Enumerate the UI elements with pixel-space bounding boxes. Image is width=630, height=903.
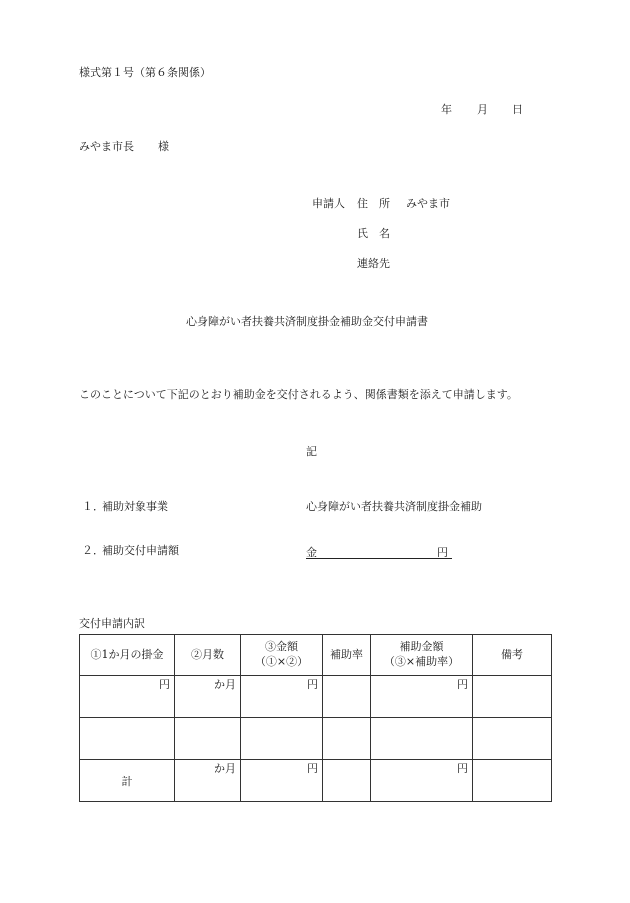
header-amount-title: ③金額 [265, 640, 298, 654]
total-remarks[interactable] [473, 760, 552, 802]
total-subsidy-rate[interactable] [323, 760, 371, 802]
total-label: 計 [80, 760, 175, 802]
requested-amount-field[interactable] [306, 544, 452, 559]
table-row [80, 676, 552, 718]
item-2-label: 補助交付申請額 [102, 544, 179, 557]
header-subsidy-rate: 補助率 [323, 635, 371, 676]
cell-empty[interactable] [473, 718, 552, 760]
cell-subsidy-rate[interactable] [323, 676, 371, 718]
header-months: ②月数 [175, 635, 241, 676]
amount-prefix: 金 [306, 546, 317, 559]
address-label: 住 所 [357, 197, 390, 210]
form-number: 様式第１号（第６条関係） [79, 66, 211, 79]
date-year: 年 [441, 103, 452, 116]
cell-amount[interactable]: 円 [241, 676, 323, 718]
addressee-honorific: 様 [158, 140, 169, 153]
contact-label: 連絡先 [357, 257, 390, 270]
total-subsidy-amount[interactable]: 円 [371, 760, 473, 802]
ki-heading: 記 [306, 445, 317, 458]
document-title: 心身障がい者扶養共済制度掛金補助金交付申請書 [186, 315, 428, 328]
addressee-name: みやま市長 [79, 140, 134, 153]
item-2-number: ２． [82, 544, 104, 557]
address-value: みやま市 [406, 197, 450, 210]
header-subsidy-amount-title: 補助金額 [399, 640, 444, 654]
item-1-label: 補助対象事業 [102, 500, 168, 513]
table-row [80, 718, 552, 760]
cell-monthly-premium[interactable]: 円 [80, 676, 175, 718]
cell-empty[interactable] [175, 718, 241, 760]
header-amount [241, 635, 323, 676]
table-caption: 交付申請内訳 [79, 617, 145, 630]
cell-empty[interactable] [371, 718, 473, 760]
cell-empty[interactable] [241, 718, 323, 760]
detail-table [79, 634, 552, 802]
applicant-label: 申請人 [312, 197, 345, 210]
header-amount-formula: （①×②） [254, 655, 309, 668]
cell-empty[interactable] [80, 718, 175, 760]
table-header-row [80, 635, 552, 676]
total-months[interactable]: か月 [175, 760, 241, 802]
table-total-row [80, 760, 552, 802]
total-amount[interactable]: 円 [241, 760, 323, 802]
header-subsidy-amount-formula: （③×補助率） [383, 655, 460, 668]
item-1-value: 心身障がい者扶養共済制度掛金補助 [306, 500, 482, 513]
cell-remarks[interactable] [473, 676, 552, 718]
header-monthly-premium: ①1か月の掛金 [80, 635, 175, 676]
header-subsidy-amount [371, 635, 473, 676]
name-label: 氏 名 [357, 227, 390, 240]
body-text: このことについて下記のとおり補助金を交付されるよう、関係書類を添えて申請します。 [79, 388, 518, 401]
date-day: 日 [512, 103, 523, 116]
date-month: 月 [477, 103, 488, 116]
header-remarks: 備考 [473, 635, 552, 676]
amount-suffix: 円 [437, 546, 448, 559]
item-1-number: １． [82, 500, 104, 513]
cell-months[interactable]: か月 [175, 676, 241, 718]
cell-subsidy-amount[interactable]: 円 [371, 676, 473, 718]
cell-empty[interactable] [323, 718, 371, 760]
